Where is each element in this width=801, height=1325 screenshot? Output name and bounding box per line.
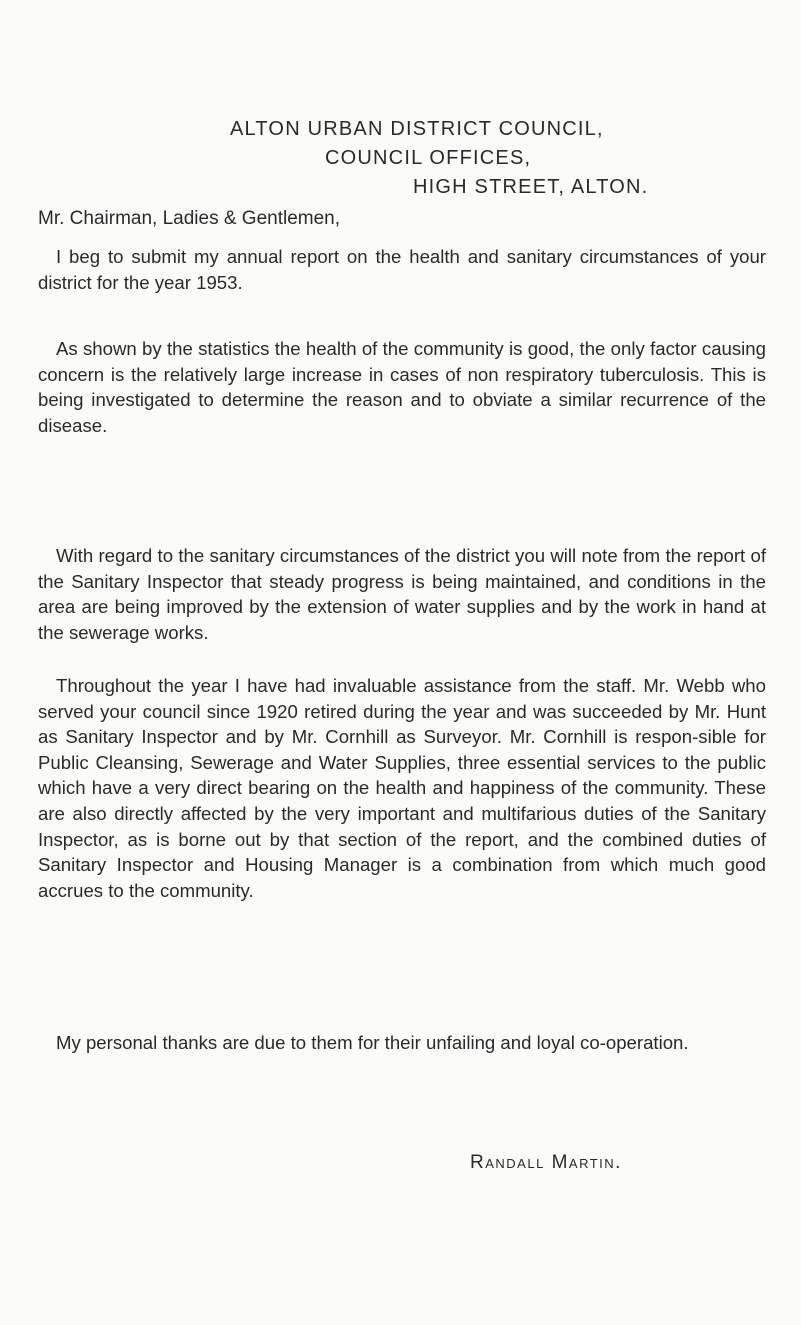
address-line-street: HIGH STREET, ALTON. <box>413 176 649 198</box>
paragraph-introduction: I beg to submit my annual report on the health and sanitary circumstances of your district for the year 1953. <box>38 246 766 293</box>
paragraph-health-statistics: As shown by the statistics the health of the community is good, the only factor causing concern is the relatively large increase in cases of non respiratory tuberculosis. This is being investigated to determine the reason and to obviate a similar recurrence of the disease. <box>38 338 766 436</box>
address-line-council: ALTON URBAN DISTRICT COUNCIL, <box>230 118 604 140</box>
paragraph-staff-assistance: Throughout the year I have had invaluable assistance from the staff. Mr. Webb who served your council since 1920 retired during the year and was succeeded by Mr. Hunt as Sanitary Inspector and by Mr. Cornhill as Surveyor. Mr. Cornhill is respon-sible for Public Cleansing, Sewerage and Water Supplies, three essential services to the public which have a very direct bearing on the health and happiness of the community. These are also directly affected by the very important and multifarious duties of the Sanitary Inspector, as is borne out by that section of the report, and the combined duties of Sanitary Inspector and Housing Manager is a combination from which much good accrues to the community. <box>38 675 766 901</box>
address-line-offices: COUNCIL OFFICES, <box>325 147 532 169</box>
paragraph-sanitary-circumstances: With regard to the sanitary circumstances of the district you will note from the report of the Sanitary Inspector that steady progress is being maintained, and conditions in the area are being improved by the extension of water supplies and by the work in hand at the sewerage works. <box>38 545 766 643</box>
signature: Randall Martin. <box>470 1152 622 1173</box>
paragraph-thanks: My personal thanks are due to them for their unfailing and loyal co-operation. <box>56 1032 689 1053</box>
salutation: Mr. Chairman, Ladies & Gentlemen, <box>38 208 341 229</box>
